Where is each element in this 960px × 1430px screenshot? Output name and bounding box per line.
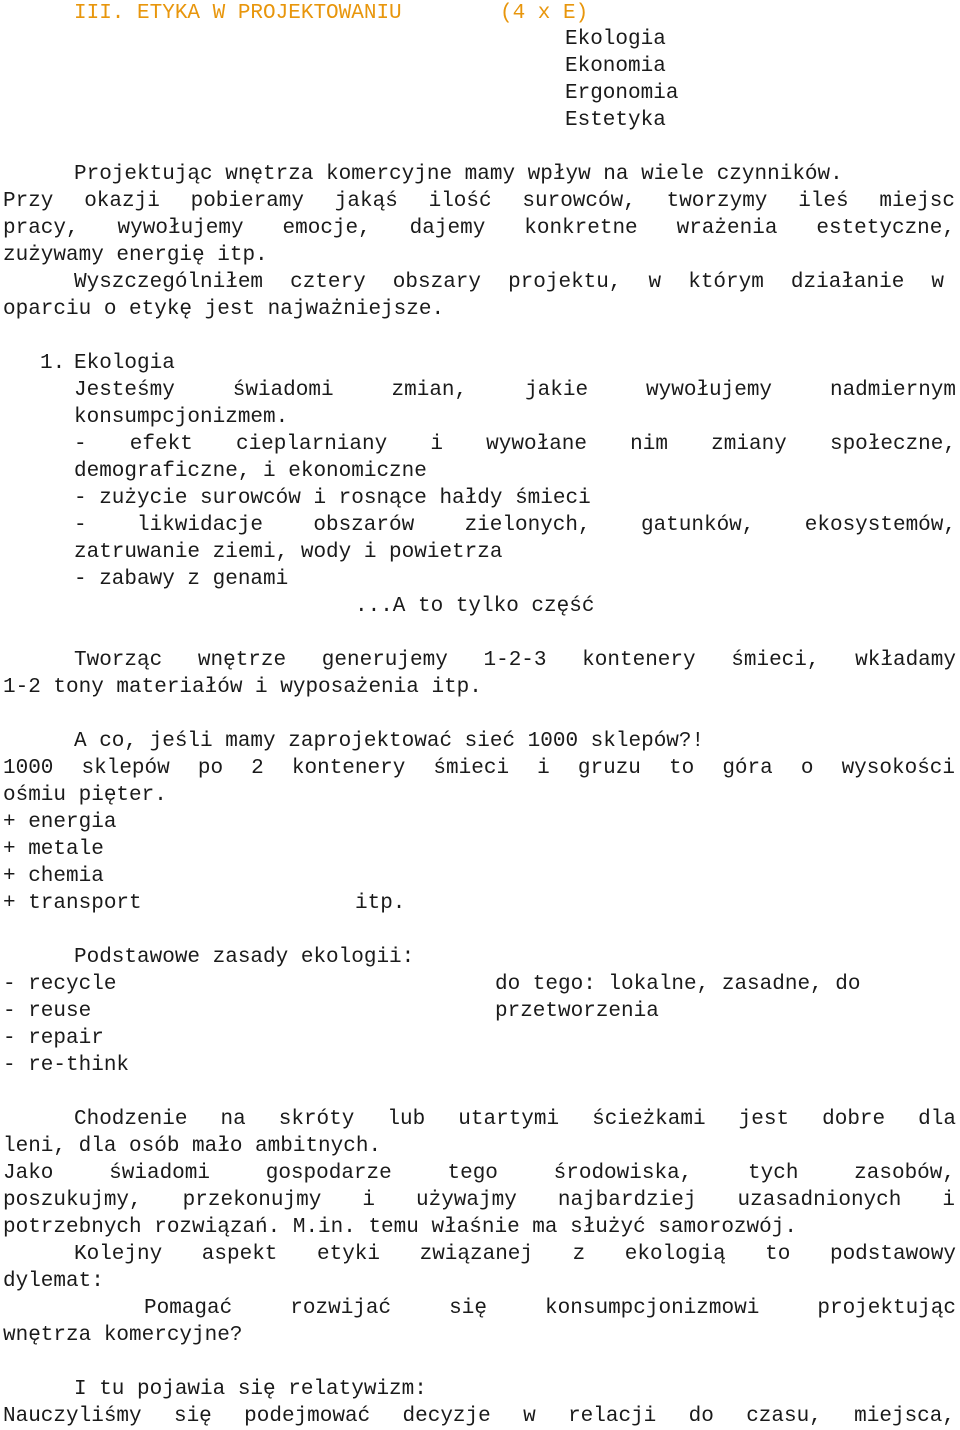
four-e-item: Estetyka <box>565 109 666 132</box>
section-line: - zużycie surowców i rosnące hałdy śmieci <box>74 487 591 510</box>
paragraph-line: 1-2 tony materiałów i wyposażenia itp. <box>3 676 482 699</box>
section-line: - efekt cieplarniany i wywołane nim zmiany społeczne, <box>74 433 956 456</box>
intro-line: Przy okazji pobieramy jakąś ilość surowców, tworzymy ileś miejsc <box>3 190 955 213</box>
section-line: zatruwanie ziemi, wody i powietrza <box>74 541 503 564</box>
intro-line: zużywamy energię itp. <box>3 244 268 267</box>
paragraph-line: wnętrza komercyjne? <box>3 1324 243 1347</box>
section-title-note: (4 x E) <box>500 2 589 25</box>
paragraph-line: Pomagać rozwijać się konsumpcjonizmowi projektując <box>144 1297 956 1320</box>
intro-line: oparciu o etykę jest najważniejsze. <box>3 298 445 321</box>
section-line: ...A to tylko część <box>355 595 595 618</box>
intro-line: pracy, wywołujemy emocje, dajemy konkretne wrażenia estetyczne, <box>3 217 955 240</box>
rules-heading: Podstawowe zasady ekologii: <box>74 946 415 969</box>
plus-item: + metale <box>3 838 104 861</box>
plus-etc: itp. <box>355 892 406 915</box>
section-number: 1. <box>40 352 66 375</box>
paragraph-line: dylemat: <box>3 1270 104 1293</box>
plus-item: + transport <box>3 892 142 915</box>
section-heading: Ekologia <box>74 352 175 375</box>
paragraph-line: A co, jeśli mamy zaprojektować sieć 1000 sklepów?! <box>74 730 705 753</box>
rule-item: - repair <box>3 1027 104 1050</box>
section-line: demograficzne, i ekonomiczne <box>74 460 427 483</box>
rule-item: - recycle <box>3 973 117 996</box>
plus-item: + chemia <box>3 865 104 888</box>
paragraph-line: leni, dla osób mało ambitnych. <box>3 1135 382 1158</box>
rule-item: - re-think <box>3 1054 130 1077</box>
rules-side-note: przetworzenia <box>495 1000 659 1023</box>
paragraph-line: Tworząc wnętrze generujemy 1-2-3 kontenery śmieci, wkładamy <box>74 649 956 672</box>
paragraph-line: Jako świadomi gospodarze tego środowiska, tych zasobów, <box>3 1162 955 1185</box>
paragraph-line: ośmiu pięter. <box>3 784 167 807</box>
paragraph-line: 1000 sklepów po 2 kontenery śmieci i gruzu to góra o wysokości <box>3 757 955 780</box>
section-line: konsumpcjonizmem. <box>74 406 289 429</box>
section-line: - likwidacje obszarów zielonych, gatunków, ekosystemów, <box>74 514 956 537</box>
four-e-item: Ekologia <box>565 28 666 51</box>
section-title: III. ETYKA W PROJEKTOWANIU <box>74 2 402 25</box>
paragraph-line: Nauczyliśmy się podejmować decyzje w relacji do czasu, miejsca, <box>3 1405 955 1428</box>
paragraph-line: poszukujmy, przekonujmy i używajmy najbardziej uzasadnionych i <box>3 1189 955 1212</box>
section-line: Jesteśmy świadomi zmian, jakie wywołujemy nadmiernym <box>74 379 956 402</box>
intro-line: Wyszczególniłem cztery obszary projektu, w którym działanie w <box>74 271 944 294</box>
four-e-item: Ergonomia <box>565 82 679 105</box>
rule-item: - reuse <box>3 1000 92 1023</box>
rules-side-note: do tego: lokalne, zasadne, do <box>495 973 861 996</box>
plus-item: + energia <box>3 811 117 834</box>
section-line: - zabawy z genami <box>74 568 289 591</box>
paragraph-line: Kolejny aspekt etyki związanej z ekologią to podstawowy <box>74 1243 956 1266</box>
paragraph-line: potrzebnych rozwiązań. M.in. temu właśnie ma służyć samorozwój. <box>3 1216 797 1239</box>
four-e-item: Ekonomia <box>565 55 666 78</box>
paragraph-line: I tu pojawia się relatywizm: <box>74 1378 427 1401</box>
paragraph-line: Chodzenie na skróty lub utartymi ścieżkami jest dobre dla <box>74 1108 956 1131</box>
intro-line: Projektując wnętrza komercyjne mamy wpływ na wiele czynników. <box>74 163 843 186</box>
